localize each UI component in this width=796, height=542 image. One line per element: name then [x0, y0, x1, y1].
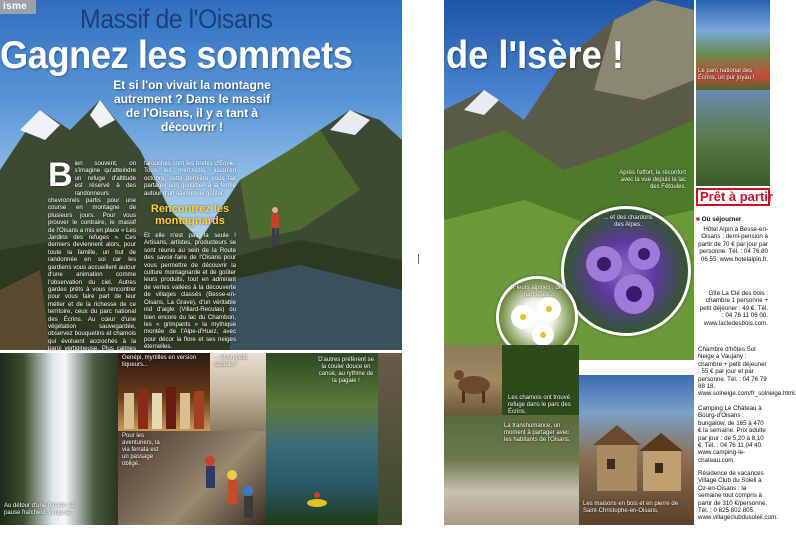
photo-chardons-circle	[561, 206, 691, 336]
section-tag: isme	[0, 0, 36, 14]
column-1-text: ien souvent, on s'imagine qu'atteindre un refuge d'altitude est réservé à des randonneurs chevronnés partis pour une course en montagne de plusieurs jours. Pour vous prouver le contraire, le massif de l'Oisans a mis en place « Les Jardins des refuges ». Ces derniers deviennent alors, pour toute la famille, un but de randonnée en soi car les gardiens vous accueillent autour d'une animation comme l'observation du ciel. Autres gardes prêts à vous rencontrer pour vous faire part de leur métier et de la richesse de ce territoire, ceux du parc national des Écrins. Au cœur d'une végétation sauvegardée, observez bouquetins et chamois qui évoluent accrochés à la paroi vertigineuse. Plus calmes	[48, 160, 136, 353]
caption-climbers: Pour les aventuriers, la via ferrata est un passage obligé.	[122, 433, 160, 467]
kicker-title: Massif de l'Oisans	[80, 4, 273, 34]
article-column-2	[144, 160, 236, 351]
info-chambre: Chambre d'hôtes Sol Neige à Vaujany : chambre + petit déjeuner : 55 € par jour et par personne. Tél. : 04 76 79 88 18. www.solneige.com/fr_solneige.html.	[698, 346, 796, 398]
info-gite: Gîte La Clé des bois : chambre 1 personne + petit déjeuner : 49 €. Tél. : 04 76 11 06 00. www.lacledesbois.com.	[699, 290, 768, 327]
caption-transhumance: La transhumance, un moment à partager avec les habitants de l'Oisans.	[504, 423, 571, 443]
right-page	[444, 0, 796, 542]
info-section-label: Où séjourner	[701, 216, 742, 223]
article-column-1	[48, 156, 136, 360]
hiker-figure	[268, 206, 282, 248]
photo-liqueur-bottles	[118, 353, 210, 431]
photo-village-strip	[696, 90, 770, 186]
bullet-icon: ■	[696, 216, 702, 223]
caption-waterfall: Au détour d'une balade, la pause fraîcheur s'impose.	[4, 503, 74, 516]
info-section-title	[696, 216, 770, 223]
caption-maisons: Les maisons en bois et en pierre de Saint-Christophe-en-Oisans.	[583, 501, 679, 514]
canoe-icon	[302, 473, 332, 513]
caption-top-strip: Le parc national des Écrins, un pur joyau !	[698, 68, 755, 81]
photo-edge-strip	[378, 353, 402, 525]
headline: Gagnez les sommets	[0, 34, 353, 77]
column-2-text-a: farouches sont les brebis d'Émile. Tous les mercredis, jusqu'en octobre, cette dernière vous fait partager son quotidien à la ferme autour d'un savoureux goûter.	[144, 160, 236, 197]
photo-stone-houses	[579, 375, 694, 525]
photo-canoe-river	[266, 353, 378, 525]
chamois-icon	[450, 359, 496, 405]
info-box-header	[696, 188, 773, 208]
info-box-title: Prêt à partir	[700, 189, 773, 204]
caption-chamois: Les chamois ont trouvé refuge dans le parc des Écrins.	[508, 395, 571, 415]
drop-cap: B	[48, 156, 73, 194]
info-residence: Résidence de vacances Village Club du Soleil à Oz-en-Oisans : la semaine tout compris à partir de 310 €/personne. Tél. : 0 825 802 805. www.villageclubdusoleil.com.	[698, 470, 778, 522]
photo-parc-ecrins	[696, 0, 770, 90]
caption-chardons: ... et des chardons des Alpes.	[603, 215, 653, 228]
photo-cheese	[210, 353, 266, 431]
info-camping: Camping Le Château à Bourg-d'Oisans : bungalow, de 165 à 470 € la semaine. Prix adulte par jour : de 5,20 à 8,10 €. Tél. : 04 76 11 04 40. www.camping-le-chateau.com.	[698, 405, 766, 464]
photo-via-ferrata	[118, 431, 266, 525]
caption-bottles: Genépi, myrtilles en version liqueurs...	[122, 355, 197, 368]
caption-river: D'autres préfèrent se la couler douce en canoë, au rythme de la pagaie !	[318, 357, 374, 384]
caption-narcisses: Fleurs alpines : des narcisses...	[512, 285, 566, 298]
houses-icon	[589, 415, 685, 495]
subhead: Rencontrez les montagnards	[150, 203, 230, 228]
column-2-text-b: Et elle n'est pas la seule ! Artisans, artistes, producteurs se sont réunis au sein de la Route des savoir-faire de l'Oisans pour vous permettre de découvrir la culture montagnarde et de goûter leurs produits, tout en admirant de vertes vallées à la découverte de villages classés (Besse-en-Oisans, La Grave), d'un véritable nid d'aigle (Villard-Reculas) ou bien encore du lac du Chambon, les « grimpants » la mythique montée de l'Alpe-d'Huez, avec pour décor la flore et ses neiges éternelles.	[144, 232, 236, 351]
page-gutter-mark	[418, 254, 419, 264]
caption-cheese: ... et un petit cadeau !	[214, 355, 248, 368]
photo-transhumance	[444, 415, 579, 525]
photo-chamois	[444, 345, 502, 415]
info-hotel: Hôtel Alpin à Besse-en-Oisans : demi-pension à partir de 70 € par jour par personne. Tél. : 04 76 80 06 55. www.hotelalpin.fr.	[698, 226, 768, 263]
climbers-figures	[198, 451, 258, 521]
headline-continued: de l'Isère !	[446, 34, 624, 77]
caption-effort: Après l'effort, le réconfort avec la vue depuis le lac des Fétoules.	[619, 170, 686, 190]
deck-text: Et si l'on vivait la montagne autrement ? Dans le massif de l'Oisans, il y a tant à découvrir !	[113, 78, 271, 134]
photo-gap-background	[502, 345, 579, 415]
bottles-icon	[122, 383, 206, 429]
photo-waterfall	[0, 353, 118, 525]
